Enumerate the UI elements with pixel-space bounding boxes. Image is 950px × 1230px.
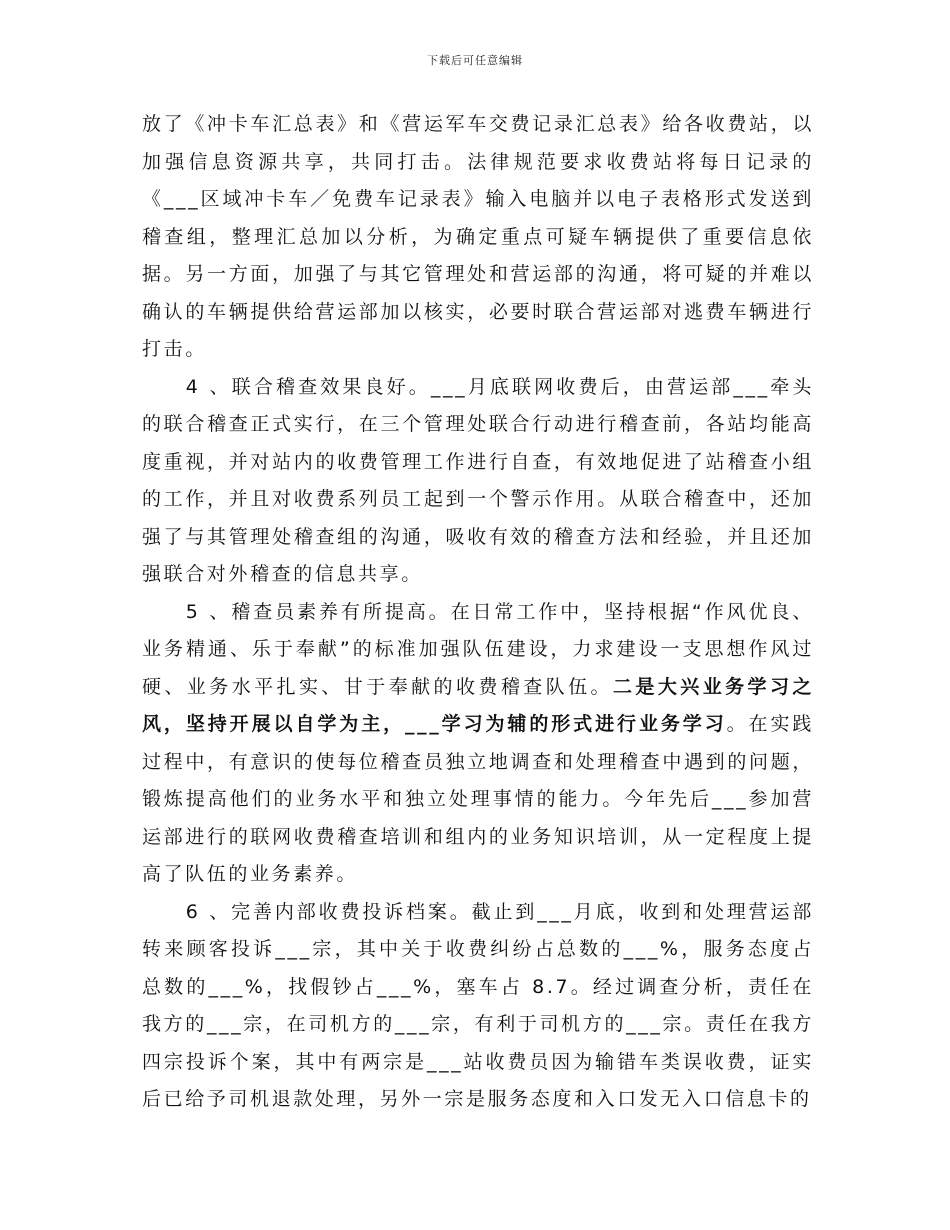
document-body — [142, 106, 814, 1119]
paragraph-continued: 放了《冲卡车汇总表》和《营运军车交费记录汇总表》给各收费站，以加强信息资源共享，共同打击。法律规范要求收费站将每日记录的《___区域冲卡车／免费车记录表》输入电脑并以电子表格形式发送到稽查组，整理汇总加以分析，为确定重点可疑车辆提供了重要信息依据。另一方面，加强了与其它管理处和营运部的沟通，将可疑的并难以确认的车辆提供给营运部加以核实，必要时联合营运部对逃费车辆进行打击。 — [142, 113, 814, 360]
paragraph-item-5-bold: 二是大兴业务学习之风，坚持开展以自学为主，___学习为辅的形式进行业务学习 — [142, 675, 815, 735]
paragraph-item-6: 6 、完善内部收费投诉档案。截止到___月底，收到和处理营运部转来顾客投诉___宗，其中关于收费纠纷占总数的___%，服务态度占总数的___%，找假钞占___%，塞车占 8.7。经过调查分析，责任在我方的___宗，在司机方的___宗，有利于司机方的___宗。责任在我方四宗投诉个案，其中有两宗是___站收费员因为输错车类误收费，证实后已给予司机退款处理，另外一宗是服务态度和入口发无入口信息卡的 — [142, 900, 814, 1110]
paragraph-item-4: 4 、联合稽查效果良好。___月底联网收费后，由营运部___牵头的联合稽查正式实行，在三个管理处联合行动进行稽查前，各站均能高度重视，并对站内的收费管理工作进行自查，有效地促进了站稽查小组的工作，并且对收费系列员工起到一个警示作用。从联合稽查中，还加强了与其管理处稽查组的沟通，吸收有效的稽查方法和经验，并且还加强联合对外稽查的信息共享。 — [142, 375, 814, 585]
paragraph-item-5-tail: 。在实践过程中，有意识的使每位稽查员独立地调查和处理稽查中遇到的问题，锻炼提高他们的业务水平和独立处理事情的能力。今年先后___参加营运部进行的联网收费稽查培训和组内的业务知识培训，从一定程度上提高了队伍的业务素养。 — [142, 713, 814, 885]
page-header: 下载后可任意编辑 — [427, 54, 523, 67]
paragraph-item-5 — [142, 594, 814, 894]
paragraph-item-5-lead: 5 、稽查员素养有所提高。在日常工作中，坚持根据“作风优良、业务精通、乐于奉献”的标准加强队伍建设，力求建设一支思想作风过硬、业务水平扎实、甘于奉献的收费稽查队伍。 — [142, 600, 814, 698]
